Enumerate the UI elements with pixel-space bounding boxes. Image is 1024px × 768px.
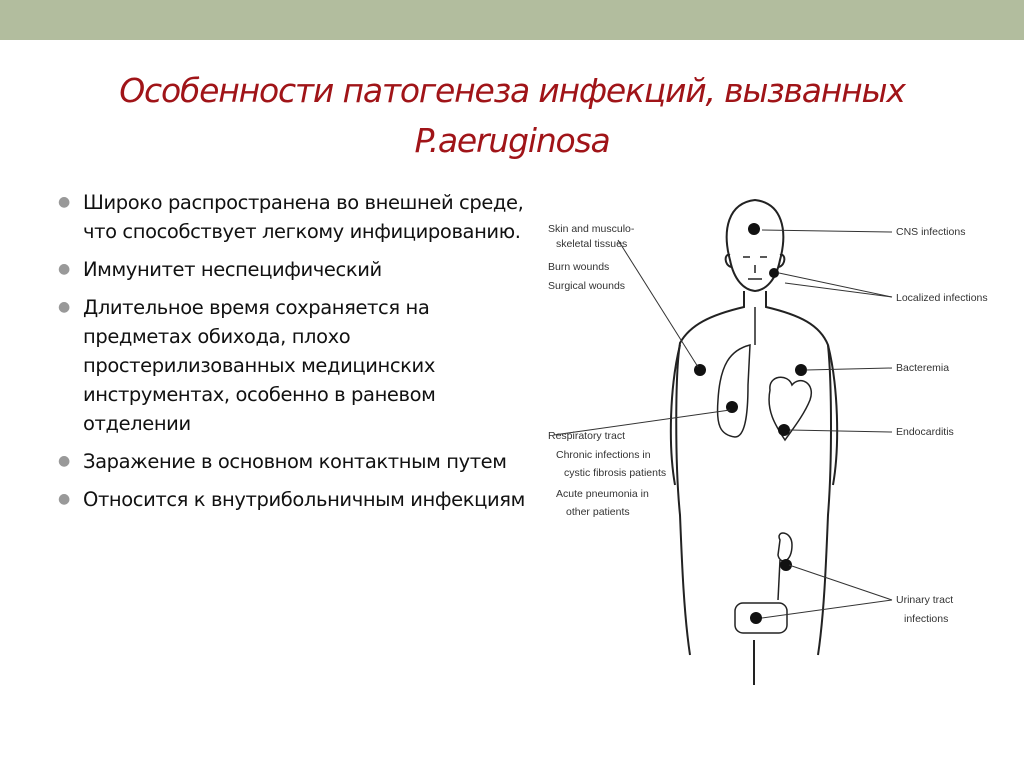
label-skin-1: Skin and musculo- bbox=[548, 223, 635, 235]
title-line-2: P.aeruginosa bbox=[414, 121, 610, 160]
label-urinary-2: infections bbox=[904, 613, 949, 625]
label-skin-2: skeletal tissues bbox=[556, 238, 628, 250]
right-labels bbox=[896, 226, 988, 625]
label-resp-4: Acute pneumonia in bbox=[556, 488, 649, 500]
bullet-dot-icon: ● bbox=[58, 453, 70, 469]
label-endocarditis: Endocarditis bbox=[896, 426, 954, 438]
label-resp-5: other patients bbox=[566, 506, 630, 518]
bullet-list bbox=[58, 188, 528, 523]
label-bacteremia: Bacteremia bbox=[896, 362, 950, 374]
label-resp-3: cystic fibrosis patients bbox=[564, 467, 667, 479]
label-localized: Localized infections bbox=[896, 292, 988, 304]
label-surgical: Surgical wounds bbox=[548, 280, 626, 292]
top-band bbox=[0, 0, 1024, 40]
body-outline bbox=[671, 200, 837, 685]
label-resp-2: Chronic infections in bbox=[556, 449, 651, 461]
label-burn: Burn wounds bbox=[548, 261, 610, 273]
bullet-item: ● Заражение в основном контактным путем bbox=[58, 447, 528, 476]
bullet-dot-icon: ● bbox=[58, 491, 70, 507]
slide-title bbox=[0, 66, 1024, 166]
title-line-1: Особенности патогенеза инфекций, вызванных bbox=[119, 71, 905, 110]
bullet-dot-icon: ● bbox=[58, 194, 70, 210]
bullet-item: ● Широко распространена во внешней среде, что способствует легкому инфицированию. bbox=[58, 188, 528, 246]
label-urinary-1: Urinary tract bbox=[896, 594, 954, 606]
bullet-item: ● Иммунитет неспецифический bbox=[58, 255, 528, 284]
bullet-item: ● Относится к внутрибольничным инфекциям bbox=[58, 485, 528, 514]
infection-sites-diagram bbox=[530, 185, 1000, 685]
label-cns: CNS infections bbox=[896, 226, 966, 238]
left-labels bbox=[548, 223, 666, 518]
infection-dots bbox=[694, 223, 807, 624]
bullet-dot-icon: ● bbox=[58, 261, 70, 277]
label-resp-1: Respiratory tract bbox=[548, 430, 626, 442]
bullet-item: ● Длительное время сохраняется на предметах обихода, плохо простерилизованных медицинских инструментах, особенно в раневом отделении bbox=[58, 293, 528, 438]
bullet-dot-icon: ● bbox=[58, 299, 70, 315]
